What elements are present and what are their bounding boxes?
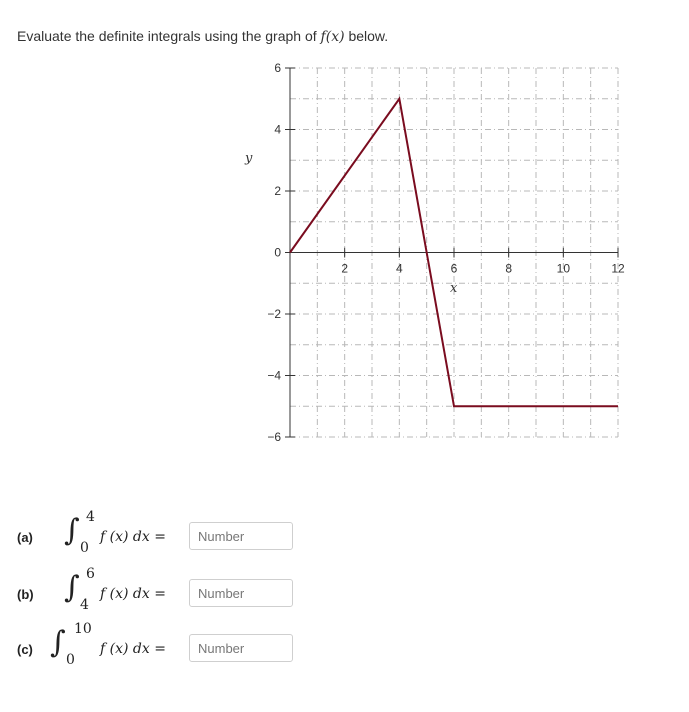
part-a-upper-limit: 4 (86, 509, 95, 525)
part-b-upper-limit: 6 (86, 566, 95, 582)
part-b-integrand: f (x) dx = (100, 586, 166, 602)
part-c-integrand: f (x) dx = (100, 641, 166, 657)
part-a (0, 509, 320, 556)
part-c-label: (c) (17, 642, 33, 657)
axis-layer (285, 68, 618, 437)
part-b-label: (b) (17, 587, 34, 602)
prompt-text-before: Evaluate the definite integrals using the graph of (17, 28, 321, 44)
x-tick-label: 2 (341, 261, 349, 276)
part-c-upper-limit: 10 (74, 621, 92, 637)
part-b-lower-limit: 4 (80, 597, 89, 613)
y-axis-label: y (245, 151, 253, 166)
part-a-lower-limit: 0 (80, 540, 89, 556)
x-tick-label: 4 (395, 261, 403, 276)
integral-sign: ∫ (50, 625, 66, 660)
integral-sign: ∫ (64, 570, 80, 605)
x-tick-label: 12 (611, 261, 625, 276)
part-c-lower-limit: 0 (66, 652, 75, 668)
y-tick-label: −6 (267, 430, 281, 444)
part-b (0, 566, 320, 613)
part-c (0, 621, 320, 668)
integral-sign: ∫ (64, 513, 80, 548)
prompt-function-arg: x (331, 29, 340, 45)
y-tick-label: 4 (274, 122, 281, 137)
x-axis-label: x (450, 281, 458, 296)
x-tick-label: 10 (556, 261, 571, 276)
prompt-function-name: f (320, 29, 326, 45)
y-tick-label: −2 (267, 307, 281, 321)
part-a-integrand: f (x) dx = (100, 529, 166, 545)
part-b-answer-input[interactable] (189, 579, 293, 607)
y-tick-label: −4 (267, 368, 281, 383)
prompt-text-after: below. (344, 28, 389, 44)
x-tick-label: 8 (505, 261, 513, 276)
y-tick-label: 0 (274, 245, 281, 260)
y-tick-label: 6 (274, 61, 281, 75)
part-c-answer-input[interactable] (189, 634, 293, 662)
x-tick-label: 6 (450, 261, 458, 276)
y-tick-label: 2 (274, 184, 281, 198)
prompt-paren-close: ) (339, 29, 345, 45)
prompt-paren-open: ( (325, 29, 332, 45)
part-a-answer-input[interactable] (189, 522, 293, 550)
part-a-label: (a) (17, 530, 33, 545)
